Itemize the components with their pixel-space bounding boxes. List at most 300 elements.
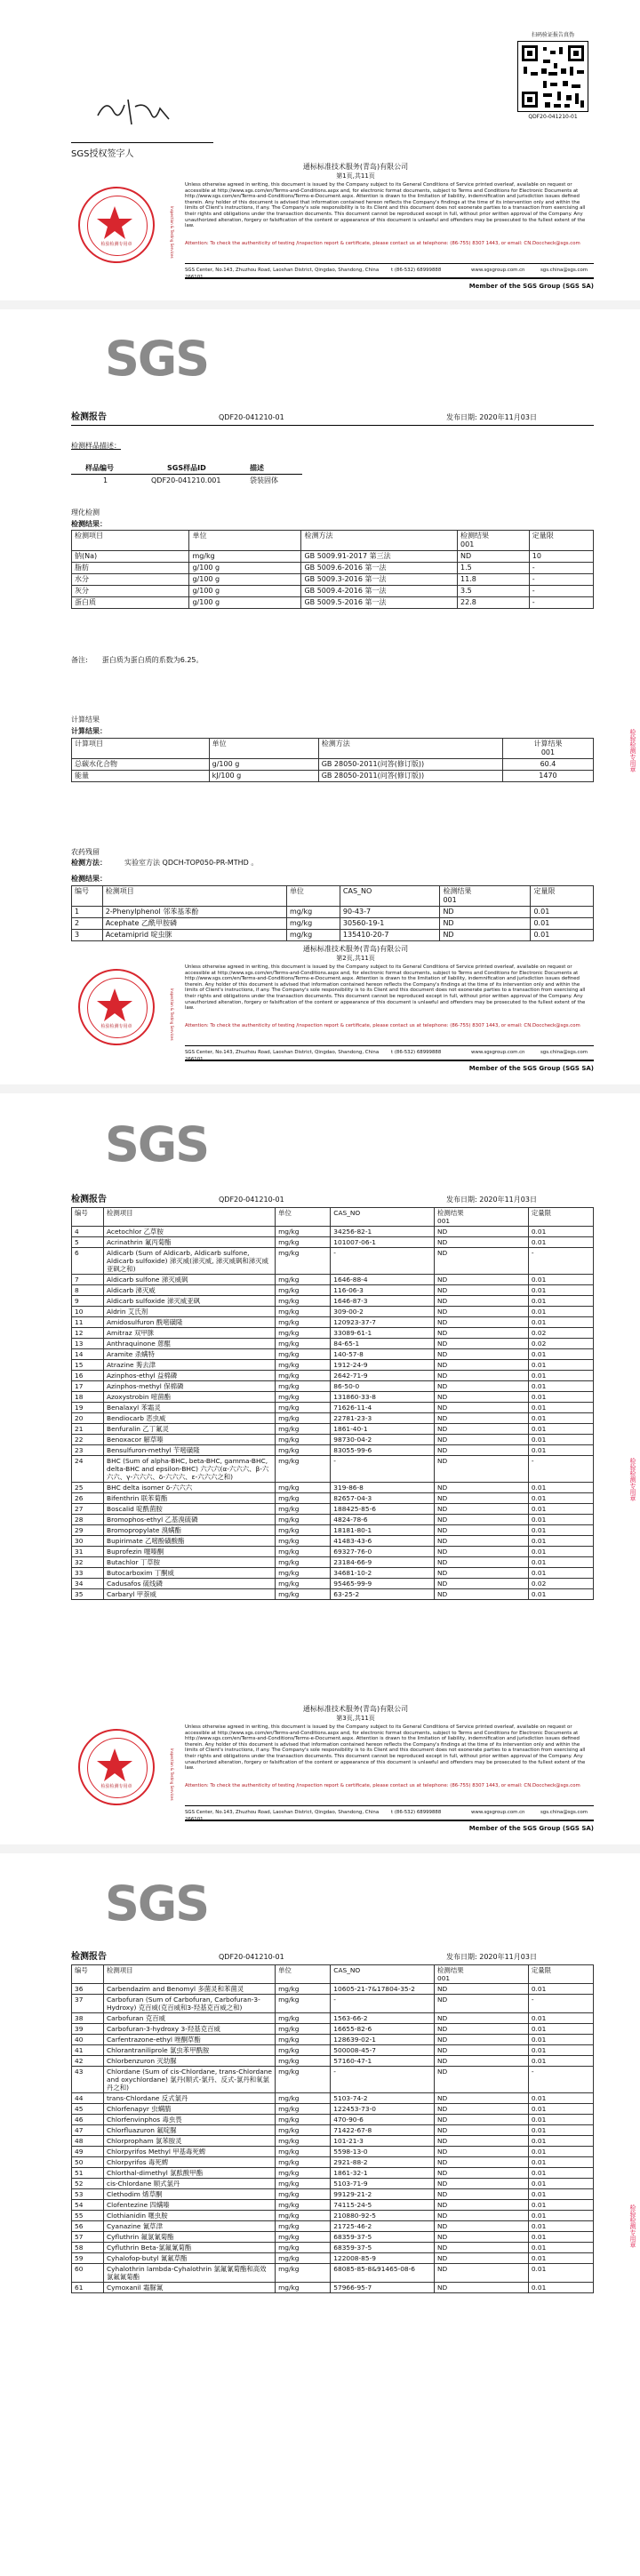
cell-unit: mg/kg: [276, 2264, 331, 2283]
cell-result: ND: [435, 1307, 529, 1317]
cell-loq: 0.01: [528, 1237, 593, 1248]
table-row: [72, 1392, 594, 1403]
page-number: 第1页,共11页: [336, 172, 375, 180]
cell-result: ND: [435, 2211, 529, 2221]
email[interactable]: sgs.china@sgs.com: [540, 268, 588, 273]
cell-unit: mg/kg: [276, 2189, 331, 2200]
cell-cas: 71626-11-4: [331, 1403, 435, 1413]
cell-item: Chlorantraniliprole 氯虫苯甲酰胺: [104, 2045, 276, 2056]
cell: g/100 g: [189, 586, 301, 597]
cell-no: 15: [72, 1360, 104, 1371]
cell-loq: 0.01: [528, 2045, 593, 2056]
cell-item: Chlordane (Sum of cis-Chlordane, trans-Chlordane and oxychlordane) 氯丹(顺式-氯丹、反式-氯丹和氧氯丹之和): [104, 2067, 276, 2093]
table-row: [72, 2024, 594, 2035]
cell-loq: 0.01: [528, 1525, 593, 1536]
cell: ND: [440, 930, 531, 941]
table-row: [72, 2179, 594, 2189]
cell-item: Azinphos-ethyl 益棉磷: [104, 1371, 276, 1381]
cell-cas: 82657-04-3: [331, 1493, 435, 1504]
attention-text: Attention: To check the authenticity of testing /inspection report & certificate, please contact us at telephone: (86-755) 8307 1443, or email: CN.Doccheck@sgs.com: [185, 1783, 580, 1788]
th-result: 检测结果 001: [435, 1965, 529, 1984]
cell-unit: mg/kg: [276, 1248, 331, 1275]
star-icon: [78, 969, 151, 1042]
cell-result: ND: [435, 1227, 529, 1237]
cell-cas: 95465-99-9: [331, 1579, 435, 1589]
cell-result: ND: [435, 2200, 529, 2211]
attention-text: Attention: To check the authenticity of testing /inspection report & certificate, please contact us at telephone: (86-755) 8307 1443, or email: CN.Doccheck@sgs.com: [185, 241, 580, 246]
table-row: [72, 1435, 594, 1445]
cell-loq: 0.01: [528, 2157, 593, 2168]
cell-unit: mg/kg: [276, 1995, 331, 2013]
cell-result: ND: [435, 1995, 529, 2013]
cell-cas: 22781-23-3: [331, 1413, 435, 1424]
cell-unit: mg/kg: [276, 1328, 331, 1339]
company-name: 通标标准技术服务(青岛)有限公司: [302, 945, 409, 953]
sample-desc: 袋装固体: [250, 476, 278, 484]
cell-item: Carbofuran 克百威: [104, 2013, 276, 2024]
sample-desc-label: 检测样品描述：: [71, 442, 121, 450]
cell-loq: 0.02: [528, 1579, 593, 1589]
cell: GB 5009.3-2016 第一法: [301, 574, 458, 586]
cell-item: Azoxystrobin 嘧菌酯: [104, 1392, 276, 1403]
cell-cas: 131860-33-8: [331, 1392, 435, 1403]
cell: 3: [72, 930, 103, 941]
cell-cas: 86-50-0: [331, 1381, 435, 1392]
cell-cas: 71422-67-8: [331, 2125, 435, 2136]
cell: 1: [72, 907, 103, 918]
cell-cas: 74115-24-5: [331, 2200, 435, 2211]
cell: g/100 g: [209, 759, 318, 771]
report-number: QDF20-041210-01: [219, 1953, 284, 1961]
cell-result: ND: [435, 1435, 529, 1445]
cell: GB 5009.4-2016 第一法: [301, 586, 458, 597]
physchem-label: 理化检测: [71, 508, 100, 516]
pesticide-table-3: [71, 1964, 594, 2293]
member-line: Member of the SGS Group (SGS SA): [468, 1065, 594, 1072]
cell: mg/kg: [189, 551, 301, 563]
cell-no: 12: [72, 1328, 104, 1339]
cell-cas: 68359-37-5: [331, 2232, 435, 2243]
table-row: [72, 1579, 594, 1589]
cell-loq: 0.01: [528, 1435, 593, 1445]
cell-item: Amidosulfuron 酰嘧磺隆: [104, 1317, 276, 1328]
table-row: [72, 2067, 594, 2093]
cell-no: 42: [72, 2056, 104, 2067]
website[interactable]: www.sgsgroup.com.cn: [471, 268, 525, 273]
table-row: [72, 2211, 594, 2221]
th-unit: 单位: [286, 886, 340, 907]
website[interactable]: www.sgsgroup.com.cn: [471, 1050, 525, 1055]
qr-code[interactable]: [517, 41, 588, 112]
cell-cas: 1912-24-9: [331, 1360, 435, 1371]
cell-unit: mg/kg: [276, 1349, 331, 1360]
cell-result: ND: [435, 2104, 529, 2115]
stamp-text: 检验检测专用章: [100, 1024, 132, 1029]
cell-cas: 41483-43-6: [331, 1536, 435, 1547]
official-stamp: [78, 187, 174, 263]
cell-unit: mg/kg: [276, 1403, 331, 1413]
th-item: 检测项目: [104, 1208, 276, 1227]
page-number: 第3页,共11页: [336, 1715, 375, 1722]
cell-result: ND: [435, 2253, 529, 2264]
cell-item: Carfentrazone-ethyl 唑酮草酯: [104, 2035, 276, 2045]
cell: mg/kg: [286, 907, 340, 918]
cell-unit: mg/kg: [276, 1515, 331, 1525]
cell-unit: mg/kg: [276, 1285, 331, 1296]
cell-loq: -: [528, 1248, 593, 1275]
th-item: 检测项目: [102, 886, 286, 907]
cell-unit: mg/kg: [276, 1984, 331, 1995]
cell-no: 31: [72, 1547, 104, 1557]
cell-no: 43: [72, 2067, 104, 2093]
th-item: 检测项目: [104, 1965, 276, 1984]
pesticide-table-2: [71, 1207, 594, 1600]
cell-cas: 23184-66-9: [331, 1557, 435, 1568]
cell: 10: [529, 551, 593, 563]
cell-item: Cyhalothrin lambda-Cyhalothrin 氯氟氰菊酯和高效氯氟氰菊酯: [104, 2264, 276, 2283]
cell: 1.5: [458, 563, 530, 574]
calc-result-label: 计算结果：: [71, 727, 107, 735]
cell-loq: 0.01: [528, 2221, 593, 2232]
cell-result: ND: [435, 2035, 529, 2045]
cell-result: ND: [435, 1579, 529, 1589]
cell-unit: mg/kg: [276, 1360, 331, 1371]
cell: -: [529, 586, 593, 597]
table-row: [72, 1483, 594, 1493]
cell-no: 16: [72, 1371, 104, 1381]
cell-no: 22: [72, 1435, 104, 1445]
cell-unit: mg/kg: [276, 1371, 331, 1381]
cell-cas: 57160-47-1: [331, 2056, 435, 2067]
signature: [89, 89, 196, 133]
cell-result: ND: [435, 1339, 529, 1349]
cell-result: ND: [435, 1483, 529, 1493]
cell-no: 59: [72, 2253, 104, 2264]
table-row: [72, 1317, 594, 1328]
pesticide-table-1: [71, 885, 594, 941]
cell-item: Bendiocarb 恶虫威: [104, 1413, 276, 1424]
cell-cas: 319-86-8: [331, 1483, 435, 1493]
report-title: 检测报告: [71, 1952, 107, 1962]
table-row: [72, 1424, 594, 1435]
table-row: [72, 2125, 594, 2136]
cell: -: [529, 563, 593, 574]
cell-unit: mg/kg: [276, 2200, 331, 2211]
email[interactable]: sgs.china@sgs.com: [540, 1050, 588, 1055]
cell-result: ND: [435, 1536, 529, 1547]
cell-cas: 1646-87-3: [331, 1296, 435, 1307]
cell-no: 44: [72, 2093, 104, 2104]
star-icon: [78, 187, 151, 260]
table-row: [72, 2093, 594, 2104]
table-row: [72, 1568, 594, 1579]
cell: kJ/100 g: [209, 771, 318, 782]
cell-cas: 122008-85-9: [331, 2253, 435, 2264]
cell-unit: mg/kg: [276, 1413, 331, 1424]
cell: 3.5: [458, 586, 530, 597]
cell-no: 17: [72, 1381, 104, 1392]
table-row: [72, 1413, 594, 1424]
cell-result: ND: [435, 1296, 529, 1307]
cell-unit: mg/kg: [276, 2179, 331, 2189]
cell-unit: mg/kg: [276, 1525, 331, 1536]
table-row: [72, 1349, 594, 1360]
cell-unit: mg/kg: [276, 1579, 331, 1589]
cell-no: 37: [72, 1995, 104, 2013]
cell-loq: 0.01: [528, 2147, 593, 2157]
cell-no: 46: [72, 2115, 104, 2125]
cell-result: ND: [435, 1504, 529, 1515]
physchem-result-label: 检测结果：: [71, 520, 107, 528]
cell-loq: 0.01: [528, 2264, 593, 2283]
table-row: [72, 2221, 594, 2232]
cell-loq: 0.01: [528, 1413, 593, 1424]
cell-cas: 34256-82-1: [331, 1227, 435, 1237]
report-title: 检测报告: [71, 1195, 107, 1204]
table-row: [72, 2035, 594, 2045]
table-row: [72, 551, 594, 563]
cell-unit: mg/kg: [276, 1456, 331, 1483]
cell-unit: mg/kg: [276, 2115, 331, 2125]
cell-cas: 1563-66-2: [331, 2013, 435, 2024]
table-row: [72, 2264, 594, 2283]
cell-no: 55: [72, 2211, 104, 2221]
cell-result: ND: [435, 1547, 529, 1557]
cell: g/100 g: [189, 574, 301, 586]
cell-result: ND: [435, 2115, 529, 2125]
cell-unit: mg/kg: [276, 2232, 331, 2243]
cell-item: Aldrin 艾氏剂: [104, 1307, 276, 1317]
cell-loq: 0.01: [528, 2200, 593, 2211]
cell-unit: mg/kg: [276, 2013, 331, 2024]
address: SGS Center, No.143, Zhuzhou Road, Laoshan District, Qingdao, Shandong, China: [185, 268, 380, 273]
cell-loq: -: [528, 1995, 593, 2013]
cell-result: ND: [435, 2013, 529, 2024]
cell-result: ND: [435, 2283, 529, 2293]
cell-item: Aldicarb 涕灭威: [104, 1285, 276, 1296]
method-value: 实验室方法 QDCH-TOP050-PR-MTHD 。: [124, 859, 259, 867]
cell-unit: mg/kg: [276, 1307, 331, 1317]
cell-no: 14: [72, 1349, 104, 1360]
cell-result: ND: [435, 2168, 529, 2179]
cell: Acephate 乙酰甲胺磷: [102, 918, 286, 930]
cell-item: Clethodim 烯草酮: [104, 2189, 276, 2200]
cell-item: Cyfluthrin 氟氯氰菊酯: [104, 2232, 276, 2243]
cell-no: 19: [72, 1403, 104, 1413]
cell-item: Chlorpyrifos Methyl 甲基毒死蜱: [104, 2147, 276, 2157]
cell: 1470: [502, 771, 593, 782]
th-unit: 单位: [276, 1965, 331, 1984]
cell-cas: 470-90-6: [331, 2115, 435, 2125]
cell-loq: 0.01: [528, 2232, 593, 2243]
cell-result: ND: [435, 2179, 529, 2189]
cell-item: Chlorpropham 氯苯胺灵: [104, 2136, 276, 2147]
cell-cas: 500008-45-7: [331, 2045, 435, 2056]
table-row: [72, 2253, 594, 2264]
th-calc-method: 检测方法: [318, 739, 502, 759]
table-row: [72, 1525, 594, 1536]
page-number: 第2页,共11页: [336, 955, 375, 962]
cell-item: Aldicarb (Sum of Aldicarb, Aldicarb sulfone, Aldicarb sulfoxide) 涕灭威(涕灭威, 涕灭威砜和涕灭威亚砜之和): [104, 1248, 276, 1275]
address: SGS Center, No.143, Zhuzhou Road, Laoshan District, Qingdao, Shandong, China: [185, 1050, 380, 1055]
table-row: [72, 1360, 594, 1371]
table-row: [72, 1227, 594, 1237]
cell-no: 49: [72, 2147, 104, 2157]
th-calc-result: 计算结果 001: [502, 739, 593, 759]
cell-item: Carbofuran (Sum of Carbofuran, Carbofuran-3-Hydroxy) 克百威(克百威和3-羟基克百威之和): [104, 1995, 276, 2013]
cell-item: Cyanazine 氰草津: [104, 2221, 276, 2232]
cell-unit: mg/kg: [276, 2093, 331, 2104]
calc-label: 计算结果: [71, 716, 100, 724]
website[interactable]: www.sgsgroup.com.cn: [471, 1810, 525, 1815]
th-cas: CAS_NO: [340, 886, 440, 907]
cell-loq: 0.01: [528, 1349, 593, 1360]
cell: GB 28050-2011(问答(修订版)): [318, 771, 502, 782]
cell-unit: mg/kg: [276, 1445, 331, 1456]
th-no: 编号: [72, 1965, 104, 1984]
cell-item: Bromopropylate 溴螨酯: [104, 1525, 276, 1536]
cell-cas: 99129-21-2: [331, 2189, 435, 2200]
th-cas: CAS_NO: [331, 1208, 435, 1227]
email[interactable]: sgs.china@sgs.com: [540, 1810, 588, 1815]
cell-no: 33: [72, 1568, 104, 1579]
cell-loq: 0.01: [528, 2013, 593, 2024]
cell: g/100 g: [189, 597, 301, 609]
cell-no: 56: [72, 2221, 104, 2232]
report-title: 检测报告: [71, 412, 107, 422]
cell-cas: 5598-13-0: [331, 2147, 435, 2157]
th-item: 检测项目: [72, 531, 189, 551]
member-line: Member of the SGS Group (SGS SA): [468, 283, 594, 290]
table-row: [72, 907, 594, 918]
cell-unit: mg/kg: [276, 2157, 331, 2168]
cell-unit: mg/kg: [276, 1392, 331, 1403]
table-row: [72, 2013, 594, 2024]
cell-result: ND: [435, 1275, 529, 1285]
cell-result: ND: [435, 2067, 529, 2093]
cell-cas: 10605-21-7&17804-35-2: [331, 1984, 435, 1995]
cell-loq: 0.01: [528, 1589, 593, 1600]
cell-item: Carbendazim and Benomyl 多菌灵和苯菌灵: [104, 1984, 276, 1995]
qr-code-icon: [518, 42, 588, 111]
cell-cas: 68359-37-5: [331, 2243, 435, 2253]
cell-item: Boscalid 啶酰菌胺: [104, 1504, 276, 1515]
cell-no: 58: [72, 2243, 104, 2253]
table-row: [72, 1515, 594, 1525]
cell-item: Butachlor 丁草胺: [104, 1557, 276, 1568]
cell: 0.01: [531, 907, 594, 918]
official-stamp: [78, 1729, 174, 1805]
cell-unit: mg/kg: [276, 1435, 331, 1445]
cell-cas: -: [331, 2067, 435, 2093]
side-stamp-mark: 检验检测专用章: [629, 2204, 636, 2248]
cell-unit: mg/kg: [276, 2067, 331, 2093]
table-row: [72, 1504, 594, 1515]
cell: -: [529, 597, 593, 609]
th-calc-item: 计算项目: [72, 739, 210, 759]
cell-item: Chlorpyrifos 毒死蜱: [104, 2157, 276, 2168]
cell-unit: mg/kg: [276, 2147, 331, 2157]
pesticide-label: 农药残留: [71, 848, 100, 856]
cell: 2-Phenylphenol 邻苯基苯酚: [102, 907, 286, 918]
cell-no: 6: [72, 1248, 104, 1275]
cell-no: 32: [72, 1557, 104, 1568]
cell-result: ND: [435, 1381, 529, 1392]
cell-unit: mg/kg: [276, 1339, 331, 1349]
cell-no: 4: [72, 1227, 104, 1237]
cell-unit: mg/kg: [276, 1504, 331, 1515]
qr-code-text: QDF20-041210-01: [528, 114, 578, 120]
cell-cas: 210880-92-5: [331, 2211, 435, 2221]
stamp-text: 检验检测专用章: [100, 242, 132, 247]
cell-unit: mg/kg: [276, 2243, 331, 2253]
cell-loq: 0.01: [528, 2035, 593, 2045]
cell-loq: 0.01: [528, 1227, 593, 1237]
cell-item: Chlorfluazuron 氟啶脲: [104, 2125, 276, 2136]
cell-no: 34: [72, 1579, 104, 1589]
cell-item: Bifenthrin 联苯菊酯: [104, 1493, 276, 1504]
cell-result: ND: [435, 2221, 529, 2232]
cell-cas: -: [331, 1456, 435, 1483]
cell-result: ND: [435, 1371, 529, 1381]
cell-loq: 0.01: [528, 1392, 593, 1403]
cell-cas: 188425-85-6: [331, 1504, 435, 1515]
cell-loq: -: [528, 2067, 593, 2093]
cell-result: ND: [435, 2045, 529, 2056]
table-row: [72, 1403, 594, 1413]
cell: mg/kg: [286, 918, 340, 930]
cell: 30560-19-1: [340, 918, 440, 930]
cell-no: 21: [72, 1424, 104, 1435]
cell-no: 9: [72, 1296, 104, 1307]
cell-cas: 4824-78-6: [331, 1515, 435, 1525]
table-row: [72, 1589, 594, 1600]
report-number: QDF20-041210-01: [219, 1196, 284, 1204]
cell-cas: 2921-88-2: [331, 2157, 435, 2168]
cell-loq: 0.01: [528, 2168, 593, 2179]
cell-no: 26: [72, 1493, 104, 1504]
table-row: [72, 2168, 594, 2179]
cell-no: 45: [72, 2104, 104, 2115]
cell-unit: mg/kg: [276, 2136, 331, 2147]
report-number: QDF20-041210-01: [219, 413, 284, 421]
cell-item: Aldicarb sulfoxide 涕灭威亚砜: [104, 1296, 276, 1307]
table-row: [72, 1371, 594, 1381]
table-row: [72, 1248, 594, 1275]
cell-loq: 0.01: [528, 2115, 593, 2125]
cell-loq: 0.01: [528, 2024, 593, 2035]
cell-item: Atrazine 莠去津: [104, 1360, 276, 1371]
cell-no: 35: [72, 1589, 104, 1600]
cell-result: ND: [435, 1424, 529, 1435]
cell-cas: 1646-88-4: [331, 1275, 435, 1285]
cell: 总碳水化合物: [72, 759, 210, 771]
stamp-sub: Inspection & Testing Services: [170, 1748, 174, 1801]
cell-item: Acetochlor 乙草胺: [104, 1227, 276, 1237]
cell-loq: 0.01: [528, 1317, 593, 1328]
cell-unit: mg/kg: [276, 2283, 331, 2293]
table-row: [72, 2243, 594, 2253]
cell-no: 7: [72, 1275, 104, 1285]
cell-no: 50: [72, 2157, 104, 2168]
table-row: [72, 1536, 594, 1547]
cell: 钠(Na): [72, 551, 189, 563]
cell: GB 28050-2011(问答(修订版)): [318, 759, 502, 771]
table-row: [72, 586, 594, 597]
table-row: [72, 1296, 594, 1307]
cell-loq: 0.01: [528, 1307, 593, 1317]
cell-result: ND: [435, 1237, 529, 1248]
